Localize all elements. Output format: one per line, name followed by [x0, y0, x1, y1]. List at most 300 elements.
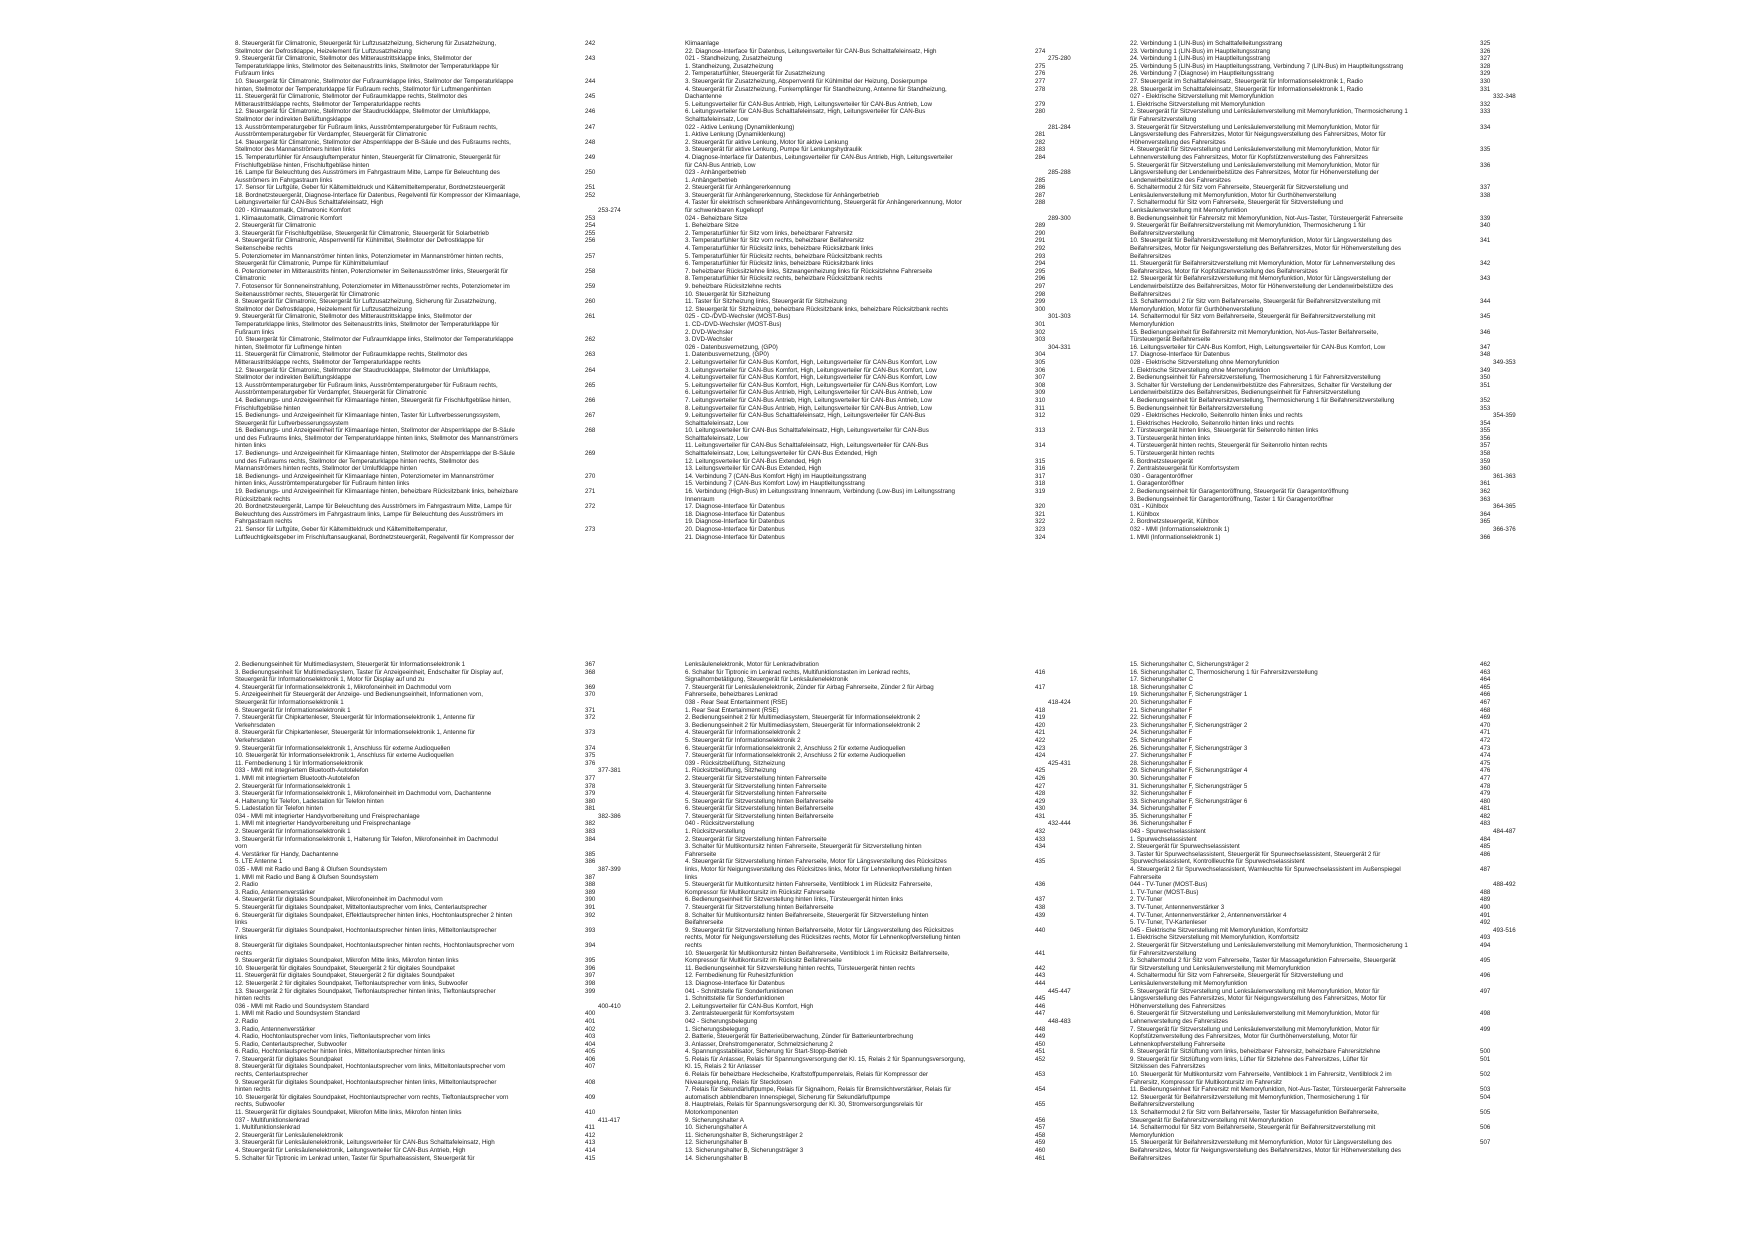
toc-entry-row [1130, 820, 1553, 828]
toc-entry-text: 20. Diagnose-Interface für Datenbus [685, 526, 785, 533]
toc-entry-text: 5. Radio, Centerlautsprecher, Subwoofer [235, 1040, 347, 1048]
toc-entry-text: 6. Radio, Hochtonlautsprecher hinten links, Mitteltonlautsprecher hinten links [235, 1048, 445, 1056]
toc-entry-row [235, 283, 658, 291]
toc-page-number: 432 [1035, 828, 1046, 836]
toc-entry-row [235, 169, 658, 177]
toc-page-number: 471 [1480, 729, 1491, 737]
toc-entry-text: 6. Temperaturfühler für Rücksitz links, beheizbare Rücksitzbank links [685, 260, 874, 268]
toc-entry-row [1130, 283, 1553, 291]
toc-entry-row [685, 405, 1108, 413]
toc-entry-row [1130, 124, 1553, 132]
toc-page-number: 489 [1480, 896, 1491, 904]
toc-entry-text: 4. Radio, Hochtonlautsprecher vorn links, Tieftonlautsprecher vorn links [235, 1033, 431, 1041]
toc-entry-row [685, 503, 1108, 511]
toc-entry-row [685, 1048, 1108, 1056]
toc-page-number: 406 [585, 1055, 596, 1063]
toc-page-number: 357 [1480, 442, 1491, 450]
toc-entry-text: 5. Steuergerät für Multikontursitz hinten Fahrerseite, Ventilblock 1 im Rücksitz Fahrerseite, [685, 881, 933, 889]
toc-entry-row [685, 534, 1108, 542]
toc-page-number: 451 [1035, 1048, 1046, 1056]
toc-entry-row [685, 1109, 1108, 1117]
toc-entry-row [235, 1155, 658, 1163]
toc-page-number: 312 [1035, 412, 1046, 420]
toc-entry-row [235, 858, 658, 866]
toc-entry-row [685, 336, 1108, 344]
toc-entry-text: Rücksitzbank rechts [235, 495, 291, 503]
toc-entry-row [235, 139, 658, 147]
toc-entry-row [1130, 805, 1553, 813]
toc-page-number: 310 [1035, 396, 1046, 404]
toc-page-number: 388 [585, 881, 596, 889]
toc-entry-row [1130, 78, 1553, 86]
toc-entry-text: 3. Steuergerät für Anhängererkennung, Steckdose für Anhängerbetrieb [685, 191, 880, 199]
toc-page-number: 344 [1480, 298, 1491, 306]
toc-page-number: 440 [1035, 926, 1046, 934]
toc-entry-text: 6. Bordnetzsteuergerät [1130, 457, 1193, 465]
toc-entry-row [235, 1109, 658, 1117]
toc-entry-text: 7. Zentralsteuergerät für Komfortsystem [1130, 465, 1240, 473]
toc-entry-text: 4. Steuergerät für Sitzverstellung und Lenksäulenverstellung mit Memoryfunktion, Motor für [1130, 146, 1380, 154]
toc-entry-text: 10. Steuergerät für Climatronic, Stellmotor der Fußraumklappe links, Stellmotor der Temperaturklappe [235, 336, 514, 344]
toc-entry-row [685, 86, 1108, 94]
toc-entry-text: 2. Steuergerät für Sitzverstellung und Lenksäulenverstellung mit Memoryfunktion, Thermosicherung 1 [1130, 941, 1408, 949]
toc-entry-row [685, 1033, 1108, 1041]
toc-entry-row [685, 874, 1108, 882]
toc-entry-text: Dachantenne [685, 93, 722, 101]
toc-entry-text: 5. Steuergerät für Informationselektronik 2 [685, 736, 801, 744]
toc-entry-row [1130, 70, 1553, 78]
toc-entry-text: links [235, 934, 248, 942]
toc-entry-row [685, 207, 1108, 215]
toc-entry-text: 7. Steuergerät für Sitzverstellung und Lenksäulenverstellung mit Memoryfunktion, Motor für [1130, 1025, 1380, 1033]
toc-page-number: 376 [585, 759, 596, 767]
toc-entry-text: Temperaturklappe links, Stellmotor des Seitenaustritts links, Stellmotor der Temperaturklappe für [235, 62, 499, 70]
toc-entry-row [685, 912, 1108, 920]
toc-entry-text: 22. Sicherungshalter F [1130, 714, 1193, 722]
toc-entry-row [1130, 737, 1553, 745]
toc-section-row [235, 207, 658, 215]
toc-entry-text: Fahrgastraum rechts [235, 518, 293, 526]
toc-entry-row [235, 1048, 658, 1056]
toc-entry-row [1130, 397, 1553, 405]
toc-entry-text: 7. Leitungsverteiler für CAN-Bus Antrieb, High, Leitungsverteiler für CAN-Bus Antrieb, Low [685, 396, 932, 404]
toc-entry-row [685, 93, 1108, 101]
toc-entry-text: 2. Batterie, Steuergerät für Batterieüberwachung, Zünder für Batterieunterbrechung [685, 1033, 914, 1041]
toc-entry-row [1130, 177, 1553, 185]
toc-entry-row [235, 534, 658, 542]
toc-entry-row [685, 722, 1108, 730]
toc-entry-text: 18. Sicherungshalter C [1130, 683, 1193, 691]
toc-page-number: 290 [1035, 229, 1046, 237]
toc-entry-row [235, 699, 658, 707]
toc-entry-row [235, 78, 658, 86]
toc-entry-text: 9. Sicherungshalter A [685, 1116, 744, 1124]
toc-entry-row [1130, 518, 1553, 526]
toc-page-number: 493-516 [1493, 926, 1516, 934]
toc-entry-text: Steuergerät für Informationselektronik 1 [235, 698, 344, 706]
toc-section-title: 045 - Elektrische Sitzverstellung mit Memoryfunktion, Komfortsitz [1130, 926, 1309, 934]
toc-entry-row [685, 374, 1108, 382]
toc-page-number: 361-363 [1493, 472, 1516, 480]
toc-page-number: 336 [1480, 161, 1491, 169]
toc-entry-text: 22. Diagnose-Interface für Datenbus, Leitungsverteiler für CAN-Bus Schalttafeleinsatz, High [685, 47, 937, 55]
toc-entry-text: Schalttafeleinsatz, Low [685, 434, 749, 442]
toc-entry-row [235, 131, 658, 139]
toc-entry-row [685, 359, 1108, 367]
toc-entry-row [235, 177, 658, 185]
toc-page-number: 314 [1035, 442, 1046, 450]
toc-page-number: 442 [1035, 964, 1046, 972]
toc-page-number: 461 [1035, 1154, 1046, 1162]
toc-entry-text: Höhenverstellung des Fahrersitzes [1130, 1002, 1226, 1010]
toc-entry-text: 10. Steuergerät für Multikontursitz vorn Fahrerseite, Ventilblock 1 im Fahrersitz, Ventilblock 2 im [1130, 1071, 1392, 1079]
toc-entry-row [1130, 783, 1553, 791]
toc-section-title: 033 - MMI mit integriertem Bluetooth-Autotelefon [235, 767, 369, 775]
toc-page-number: 265 [585, 381, 596, 389]
toc-entry-text: 21. Sicherungshalter F [1130, 706, 1193, 714]
toc-page-number: 390 [585, 896, 596, 904]
toc-entry-row [685, 745, 1108, 753]
toc-entry-text: Stellmotor des Mannanströmers hinten links [235, 146, 356, 154]
toc-entry-text: 12. Steuergerät für Climatronic, Stellmotor der Staudruckklappe, Stellmotor der Umluftklappe, [235, 366, 491, 374]
toc-page-number: 319 [1035, 488, 1046, 496]
toc-entry-row [235, 146, 658, 154]
toc-page-number: 404 [585, 1040, 596, 1048]
toc-page-number: 326 [1480, 47, 1491, 55]
toc-page-number: 422 [1035, 736, 1046, 744]
toc-entry-row [235, 1094, 658, 1102]
toc-entry-row [235, 313, 658, 321]
toc-entry-text: 6. Steuergerät für Sitzverstellung hinten Beifahrerseite [685, 805, 834, 813]
toc-entry-text: 2. Bordnetzsteuergerät, Kühlbox [1130, 518, 1219, 526]
toc-entry-text: 21. Diagnose-Interface für Datenbus [685, 533, 785, 541]
toc-entry-text: Fahrersitz, Kompressor für Multikontursitz im Fahrersitz [1130, 1078, 1282, 1086]
toc-entry-text: hinten links, Ausströmtemperaturgeber für Fußraum hinten links [235, 480, 410, 488]
toc-entry-row [1130, 86, 1553, 94]
toc-entry-row [1130, 1124, 1553, 1132]
toc-entry-text: 11. Bedienungseinheit für Fahrersitz mit Memoryfunktion, Not-Aus-Taster, Türsteuergerät Fahrerseite [1130, 1086, 1406, 1094]
toc-section-title: 043 - Spurwechselassistent [1130, 828, 1206, 836]
toc-entry-text: Signalhornbetätigung, Steuergerät für Lenksäulenelektronik [685, 676, 849, 684]
toc-entry-row [235, 511, 658, 519]
toc-page-number: 377-381 [598, 767, 621, 775]
toc-page-number: 433 [1035, 835, 1046, 843]
toc-page-number: 338 [1480, 191, 1491, 199]
toc-entry-row [685, 101, 1108, 109]
toc-entry-row [235, 691, 658, 699]
toc-page-number: 247 [585, 123, 596, 131]
toc-entry-row [235, 942, 658, 950]
toc-entry-row [235, 291, 658, 299]
toc-entry-text: Leitungsverteiler für CAN-Bus Schalttafeleinsatz, High [235, 199, 384, 207]
toc-entry-text: links, Motor für Neigungsverstellung des Rücksitzes links, Motor für Lehnenkopfverstellung hinten [685, 866, 952, 874]
toc-page-number: 299 [1035, 298, 1046, 306]
toc-entry-row [235, 374, 658, 382]
toc-entry-text: 1. Spurwechselassistent [1130, 835, 1197, 843]
toc-entry-row [235, 222, 658, 230]
toc-entry-row [235, 480, 658, 488]
toc-section-row [235, 767, 658, 775]
toc-entry-row [1130, 275, 1553, 283]
toc-entry-text: 8. Bedienungseinheit für Fahrersitz mit Memoryfunktion, Not-Aus-Taster, Türsteuergerät Fahrerseite [1130, 214, 1403, 222]
toc-entry-text: 20. Sicherungshalter F [1130, 698, 1193, 706]
toc-entry-row [685, 919, 1108, 927]
toc-section-title: 039 - Rücksitzbelüftung, Sitzheizung [685, 759, 786, 767]
toc-page-number: 459 [1035, 1139, 1046, 1147]
toc-entry-text: Lendenwirbelstütze des Beifahrersitzes, Motor für Höhenverstellung der Lendenwirbelstütze des [1130, 283, 1394, 290]
toc-entry-row [235, 215, 658, 223]
toc-entry-text: 13. Ausströmtemperaturgeber für Fußraum links, Ausströmtemperaturgeber für Fußraum rechts, [235, 123, 498, 131]
toc-page-number: 270 [585, 472, 596, 480]
toc-entry-text: Verkehrsdaten [235, 721, 275, 729]
toc-entry-row [235, 737, 658, 745]
toc-entry-text: Memoryfunktion [1130, 320, 1175, 328]
column-bottom-middle [685, 661, 1108, 1162]
toc-entry-text: 8. Steuergerät für digitales Soundpaket, Hochtonlautsprecher vorn links, Mitteltonlautsprecher vorn [235, 1063, 506, 1071]
toc-page-number: 311 [1035, 404, 1045, 412]
toc-page-number: 503 [1480, 1086, 1491, 1094]
toc-page-number: 363 [1480, 495, 1491, 503]
toc-entry-row [1130, 661, 1553, 669]
toc-page-number: 351 [1480, 381, 1491, 389]
toc-entry-text: 3. Leitungsverteiler für CAN-Bus Komfort, High, Leitungsverteiler für CAN-Bus Komfort, Low [685, 366, 937, 374]
toc-entry-row [235, 518, 658, 526]
toc-entry-row [1130, 382, 1553, 390]
toc-entry-row [235, 950, 658, 958]
column-top-middle [685, 40, 1108, 541]
toc-entry-row [685, 843, 1108, 851]
toc-page-number: 387-399 [598, 866, 621, 874]
toc-entry-row [1130, 760, 1553, 768]
toc-entry-row [685, 1132, 1108, 1140]
toc-entry-row [235, 661, 658, 669]
toc-entry-text: 14. Schaltermodul für Sitz vorn Beifahrerseite, Steuergerät für Beifahrersitzverstellung mit [1130, 1124, 1376, 1132]
toc-entry-row [235, 1132, 658, 1140]
toc-page-number: 297 [1035, 283, 1046, 290]
toc-entry-row [235, 237, 658, 245]
toc-entry-row [1130, 306, 1553, 314]
toc-entry-text: 3. Steuergerät für Sitzverstellung und Lenksäulenverstellung mit Memoryfunktion, Motor für [1130, 123, 1380, 131]
toc-entry-row [235, 851, 658, 859]
toc-page-number: 289 [1035, 222, 1046, 230]
toc-entry-row [235, 805, 658, 813]
toc-page-number: 504 [1480, 1093, 1491, 1101]
toc-entry-text: 17. Diagnose-Interface für Datenbus [1130, 351, 1230, 359]
toc-section-title: 028 - Elektrische Sitzverstellung ohne Memoryfunktion [1130, 358, 1280, 366]
toc-entry-text: Temperaturklappe links, Stellmotor des Seitenaustritts links, Stellmotor der Temperaturklappe für [235, 320, 499, 328]
toc-page-number: 323 [1035, 526, 1046, 533]
toc-section-title: 022 - Aktive Lenkung (Dynamiklenkung) [685, 123, 795, 131]
toc-page-number: 244 [585, 77, 596, 85]
toc-entry-row [685, 162, 1108, 170]
toc-entry-row [235, 382, 658, 390]
toc-page-number: 431 [1035, 812, 1046, 820]
toc-entry-row [235, 336, 658, 344]
toc-entry-row [235, 184, 658, 192]
toc-entry-text: 6. Bedienungseinheit für Sitzverstellung hinten links, Türsteuergerät hinten links [685, 896, 903, 904]
toc-entry-text: 14. Bedienungs- und Anzeigeeinheit für Klimaanlage hinten, Steuergerät für Frischluftgebläse hinten, [235, 396, 511, 404]
toc-entry-text: 1. MMI mit Radio und Soundsystem Standard [235, 1010, 360, 1018]
toc-section-row [685, 699, 1108, 707]
toc-page-number: 333 [1480, 108, 1491, 116]
toc-page-number: 324 [1035, 533, 1046, 541]
toc-entry-row [235, 412, 658, 420]
toc-entry-row [1130, 534, 1553, 542]
toc-section-row [1130, 503, 1553, 511]
toc-entry-row [685, 965, 1108, 973]
toc-page-number: 398 [585, 979, 596, 987]
toc-entry-text: Memoryfunktion [1130, 1131, 1175, 1139]
toc-entry-text: 4. Taster für elektrisch schwenkbare Anhängevorrichtung, Steuergerät für Anhängererkennung, Motor [685, 199, 962, 207]
toc-page-number: 266 [585, 396, 596, 404]
toc-entry-text: 17. Bedienungs- und Anzeigeeinheit für Klimaanlage hinten, Stellmotor der Absperrklappe der B-Säule [235, 450, 515, 458]
toc-entry-row [235, 1147, 658, 1155]
toc-entry-text: Beifahrersitzes, Motor für Neigungsverstellung des Beifahrersitzes, Motor für Höhenverstellung des [1130, 1147, 1402, 1154]
toc-entry-text: 11. Steuergerät für Climatronic, Stellmotor der Fußraumklappe rechts, Stellmotor des [235, 93, 468, 101]
toc-entry-row [685, 245, 1108, 253]
toc-entry-text: 1. CD-/DVD-Wechsler (MOST-Bus) [685, 320, 782, 328]
toc-entry-row [1130, 511, 1553, 519]
toc-entry-row [235, 752, 658, 760]
toc-section-row [235, 866, 658, 874]
toc-entry-text: 10. Sicherungshalter A [685, 1124, 748, 1132]
toc-entry-row [1130, 108, 1553, 116]
toc-entry-row [1130, 435, 1553, 443]
toc-entry-text: links [685, 873, 698, 881]
toc-entry-row [235, 1086, 658, 1094]
toc-entry-row [685, 828, 1108, 836]
toc-entry-text: Niveauregelung, Relais für Steckdosen [685, 1078, 792, 1086]
toc-entry-row [685, 813, 1108, 821]
toc-page-number: 347 [1480, 343, 1491, 351]
toc-entry-text: hinten rechts [235, 1086, 271, 1094]
toc-entry-text: 17. Diagnose-Interface für Datenbus [685, 503, 785, 511]
toc-section-title: 041 - Schnittstelle für Sonderfunktionen [685, 987, 794, 995]
toc-entry-text: 6. Relais für beheizbare Heckscheibe, Kraftstoffpumpenrelais, Relais für Kompressor der [685, 1071, 929, 1079]
toc-entry-text: Türsteuergerät Beifahrerseite [1130, 336, 1211, 344]
toc-entry-text: 1. Beheizbare Sitze [685, 222, 739, 230]
toc-entry-row [685, 1041, 1108, 1049]
toc-entry-text: Verkehrsdaten [235, 736, 275, 744]
toc-entry-row [685, 397, 1108, 405]
toc-page-number: 402 [585, 1025, 596, 1033]
toc-entry-row [1130, 55, 1553, 63]
toc-entry-text: Beifahrersitzes, Motor für Neigungsverstellung des Beifahrersitzes, Motor für Höhenverstellung des [1130, 245, 1402, 253]
toc-entry-row [1130, 63, 1553, 71]
toc-page-number: 327 [1480, 55, 1491, 63]
toc-entry-row [685, 669, 1108, 677]
toc-entry-text: Sitzkissen des Fahrersitzes [1130, 1063, 1206, 1071]
toc-entry-row [685, 904, 1108, 912]
toc-entry-row [1130, 374, 1553, 382]
toc-page-number: 264 [585, 366, 596, 374]
toc-entry-row [1130, 972, 1553, 980]
toc-page-number: 409 [585, 1093, 596, 1101]
toc-page-number: 301-303 [1048, 313, 1071, 321]
toc-entry-text: 12. Steuergerät für Beifahrersitzverstellung mit Memoryfunktion, Motor für Längsverstellung der [1130, 275, 1391, 283]
toc-entry-text: 2. Leitungsverteiler für CAN-Bus Komfort, High, Leitungsverteiler für CAN-Bus Komfort, Low [685, 358, 937, 366]
toc-entry-row [1130, 1048, 1553, 1056]
toc-entry-row [235, 154, 658, 162]
toc-entry-text: 31. Sicherungshalter F, Sicherungsträger 5 [1130, 782, 1248, 790]
toc-entry-text: Fahrerseite, beheizbares Lenkrad [685, 691, 778, 699]
toc-page-number: 301 [1035, 320, 1046, 328]
toc-entry-row [1130, 904, 1553, 912]
toc-page-number: 340 [1480, 222, 1491, 230]
toc-section-row [1130, 828, 1553, 836]
toc-page-number: 280 [1035, 108, 1046, 116]
toc-page-number: 293 [1035, 252, 1046, 260]
toc-entry-text: 6. Steuergerät für Sitzverstellung und Lenksäulenverstellung mit Memoryfunktion, Motor für [1130, 1010, 1380, 1018]
toc-entry-text: Beifahrersitzverstellung [1130, 1101, 1195, 1109]
toc-entry-row [1130, 1063, 1553, 1071]
toc-page-number: 443 [1035, 972, 1046, 980]
toc-entry-text: Klimaanlage [685, 40, 720, 47]
toc-entry-row [235, 904, 658, 912]
toc-page-number: 331 [1480, 85, 1491, 93]
toc-entry-row [235, 124, 658, 132]
toc-entry-row [685, 78, 1108, 86]
toc-entry-row [685, 1056, 1108, 1064]
toc-entry-text: 4. Verstärker für Handy, Dachantenne [235, 850, 339, 858]
toc-entry-text: 32. Sicherungshalter F [1130, 790, 1193, 798]
toc-entry-row [1130, 980, 1553, 988]
toc-entry-row [685, 752, 1108, 760]
toc-entry-row [1130, 1041, 1553, 1049]
toc-entry-text: 7. Relais für Sekundärluftpumpe, Relais für Signalhorn, Relais für Bremslichtverstärker, Relais für [685, 1086, 952, 1094]
toc-page-number: 378 [585, 782, 596, 790]
toc-page-number: 445 [1035, 995, 1046, 1003]
toc-page-number: 334 [1480, 123, 1491, 131]
toc-entry-row [1130, 1010, 1553, 1018]
toc-entry-row [1130, 942, 1553, 950]
toc-entry-row [1130, 684, 1553, 692]
toc-section-title: 040 - Rücksitzverstellung [685, 820, 755, 828]
toc-entry-row [685, 729, 1108, 737]
toc-page-number: 330 [1480, 77, 1491, 85]
toc-page-number: 464 [1480, 676, 1491, 684]
toc-page-number: 403 [585, 1033, 596, 1041]
toc-entry-row [1130, 775, 1553, 783]
toc-page-number: 400 [585, 1010, 596, 1018]
toc-page-number: 468 [1480, 706, 1491, 714]
toc-entry-text: 2. Steuergerät für Spurwechselassistent [1130, 843, 1240, 851]
toc-entry-text: 23. Sicherungshalter F, Sicherungsträger 2 [1130, 721, 1248, 729]
toc-entry-row [685, 275, 1108, 283]
toc-page-number: 350 [1480, 374, 1491, 382]
toc-entry-row [1130, 367, 1553, 375]
toc-entry-row [1130, 139, 1553, 147]
toc-entry-text: 9. Steuergerät für digitales Soundpaket, Mikrofon Mitte links, Mikrofon hinten links [235, 957, 459, 965]
toc-entry-row [685, 1155, 1108, 1163]
toc-entry-text: 2. Steuergerät für Climatronic [235, 222, 316, 230]
toc-entry-text: 1. Rücksitzverstellung [685, 828, 746, 836]
toc-page-number: 359 [1480, 457, 1491, 465]
toc-entry-row [685, 881, 1108, 889]
toc-entry-text: 3. Schalter für Multikontursitz hinten Fahrerseite, Steuergerät für Sitzverstellung hinten [685, 843, 922, 851]
toc-entry-row [235, 1101, 658, 1109]
toc-page-number: 250 [585, 169, 596, 177]
toc-entry-text: 1. Multifunktionslenkrad [235, 1124, 301, 1132]
toc-page-number: 386 [585, 858, 596, 866]
toc-entry-text: 2. Türsteuergerät hinten links, Steuergerät für Seitenrollo hinten links [1130, 427, 1319, 435]
toc-entry-row [685, 775, 1108, 783]
toc-section-title: 044 - TV-Tuner (MOST-Bus) [1130, 881, 1208, 889]
toc-entry-text: 24. Verbindung 1 (LIN-Bus) im Hauptleitungsstrang [1130, 55, 1270, 63]
toc-entry-row [685, 321, 1108, 329]
toc-entry-text: Längsverstellung des Fahrersitzes, Motor für Neigungsverstellung des Fahrersitzes, Motor für [1130, 995, 1386, 1003]
toc-entry-row [685, 980, 1108, 988]
